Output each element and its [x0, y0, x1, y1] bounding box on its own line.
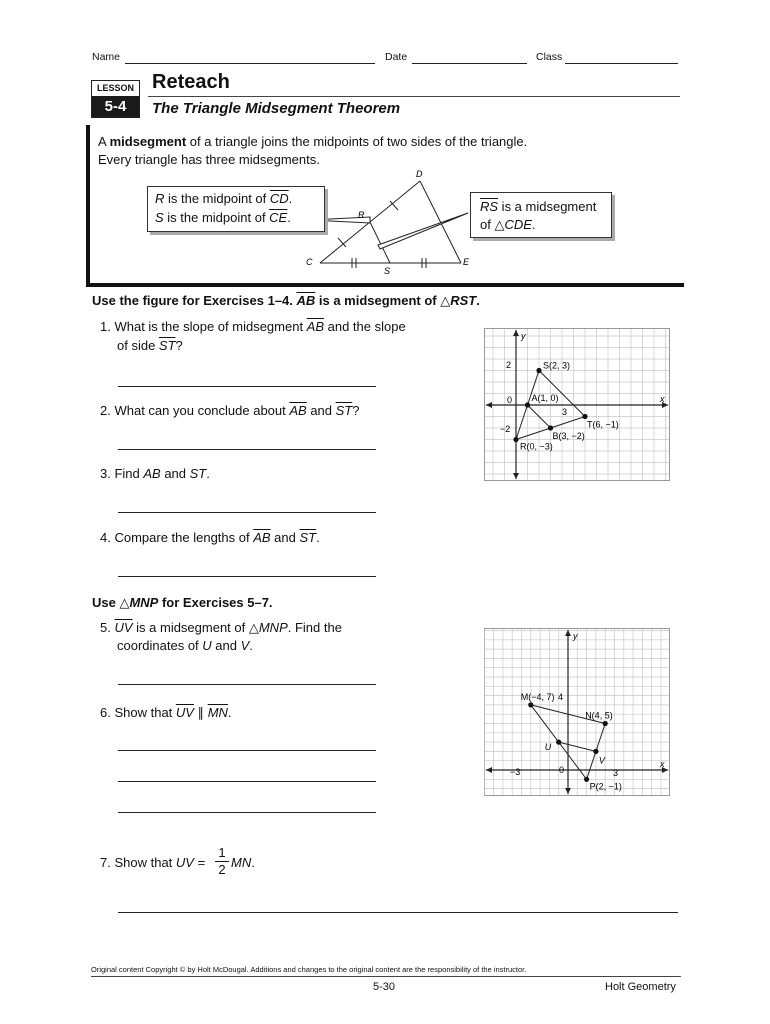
graph-rst-tick-ym2: −2 [500, 424, 511, 434]
graph-mnp-tick-xm3: −3 [510, 767, 521, 777]
class-label: Class [536, 51, 563, 63]
section2-heading: Use △MNP for Exercises 5–7. [92, 595, 273, 610]
answer-2-blank[interactable] [118, 449, 376, 450]
question-7-end: MN. [231, 855, 255, 870]
point-r [513, 437, 518, 442]
graph-rst-tick-y2: 2 [506, 360, 512, 370]
graph-mnp-label-v: V [598, 755, 605, 766]
footer-rule [91, 976, 681, 977]
page-number: 5-30 [373, 981, 396, 993]
graph-rst-tick-x0: 0 [507, 395, 513, 405]
answer-6-blank-3[interactable] [118, 812, 376, 813]
label-c: C [306, 257, 313, 267]
point-n [603, 721, 608, 726]
graph-mnp [484, 628, 670, 796]
date-label: Date [385, 51, 408, 63]
callout-right-line-2: of △CDE. [480, 217, 536, 232]
callout-right-line-1: $\overline{RS}$ is a midsegment [480, 199, 597, 214]
graph-mnp-x-label: x [660, 759, 665, 769]
fraction-one-half [215, 845, 229, 878]
graph-mnp-tick-x0: 0 [559, 765, 565, 775]
page-title: Reteach [152, 71, 230, 93]
point-a [525, 402, 530, 407]
graph-mnp-tick-y4: 4 [558, 692, 564, 702]
name-label: Name [92, 51, 121, 63]
question-4: 4. Compare the lengths of $\overline{AB}$ and $\overline{ST}$. [100, 530, 320, 545]
label-e: E [463, 257, 470, 267]
date-blank[interactable] [412, 63, 527, 64]
intro-sentence-2: Every triangle has three midsegments. [98, 152, 320, 167]
midsegment-term: midsegment [109, 134, 187, 149]
graph-mnp-tick-x3: 3 [613, 768, 619, 778]
graph-rst-label-b: B(3, −2) [552, 431, 585, 441]
graph-mnp-label-u: U [544, 742, 552, 753]
graph-mnp-y-label: y [573, 631, 578, 641]
question-1: 1. What is the slope of midsegment $\overline{AB}$ and the slope [100, 319, 406, 334]
fraction-denominator: 2 [215, 861, 229, 878]
intro-sentence-1: A midsegment of a triangle joins the midpoints of two sides of the triangle. [98, 134, 528, 149]
graph-rst-label-s: S(2, 3) [543, 360, 571, 371]
question-5-cont: coordinates of U and V. [117, 638, 253, 653]
graph-rst [484, 328, 670, 481]
question-1-cont: of side $\overline{ST}$? [117, 338, 183, 353]
side-de [420, 181, 461, 263]
graph-rst-y-label: y [521, 331, 526, 341]
question-6: 6. Show that $\overline{UV}$ ∥ $\overline{MN}$. [100, 705, 232, 720]
book-title: Holt Geometry [605, 981, 676, 993]
point-m [528, 702, 533, 707]
question-3: 3. Find AB and ST. [100, 466, 210, 481]
graph-rst-label-t: T(6, −1) [587, 419, 619, 430]
point-u [556, 740, 561, 745]
callout-left-line-1: R is the midpoint of $\overline{CD}$. [155, 191, 293, 206]
answer-7-blank[interactable] [118, 912, 678, 913]
point-p [584, 777, 589, 782]
class-blank[interactable] [565, 63, 678, 64]
fraction-numerator: 1 [218, 845, 226, 860]
question-2: 2. What can you conclude about $\overline{AB}$ and $\overline{ST}$? [100, 403, 360, 418]
answer-5-blank[interactable] [118, 684, 376, 685]
label-r: R [358, 210, 365, 220]
answer-6-blank-2[interactable] [118, 781, 376, 782]
point-b [548, 425, 553, 430]
point-t [582, 414, 587, 419]
lesson-number: 5-4 [92, 96, 139, 117]
title-rule [148, 96, 680, 97]
point-s [536, 368, 541, 373]
point-v [593, 749, 598, 754]
question-7: 7. Show that UV = [100, 855, 206, 870]
lesson-label: LESSON [92, 81, 139, 96]
lesson-badge [91, 80, 140, 118]
answer-6-blank-1[interactable] [118, 750, 376, 751]
graph-rst-label-r: R(0, −3) [520, 441, 553, 452]
callout-left-line-2: S is the midpoint of $\overline{CE}$. [155, 210, 291, 225]
answer-4-blank[interactable] [118, 576, 376, 577]
graph-mnp-label-p: P(2, −1) [589, 781, 622, 792]
graph-mnp-label-m: M(−4, 7) [520, 691, 555, 702]
graph-rst-label-a: A(1, 0) [531, 393, 559, 403]
question-5: 5. $\overline{UV}$ is a midsegment of △MNP. Find the [100, 620, 342, 635]
graph-rst-tick-x3: 3 [562, 407, 568, 417]
graph-rst-x-label: x [660, 394, 665, 404]
answer-1-blank[interactable] [118, 386, 376, 387]
section1-heading: Use the figure for Exercises 1–4. $\overline{AB}$ is a midsegment of △RST. [92, 293, 480, 308]
page-subtitle: The Triangle Midsegment Theorem [152, 100, 401, 117]
pointer-right [378, 213, 468, 249]
label-s: S [384, 266, 391, 276]
name-blank[interactable] [125, 63, 375, 64]
graph-mnp-label-n: N(4, 5) [585, 710, 613, 721]
label-d: D [416, 169, 423, 179]
answer-3-blank[interactable] [118, 512, 376, 513]
copyright-text: Original content Copyright © by Holt McDougal. Additions and changes to the original content are the responsibility of the instructor. [91, 965, 527, 974]
